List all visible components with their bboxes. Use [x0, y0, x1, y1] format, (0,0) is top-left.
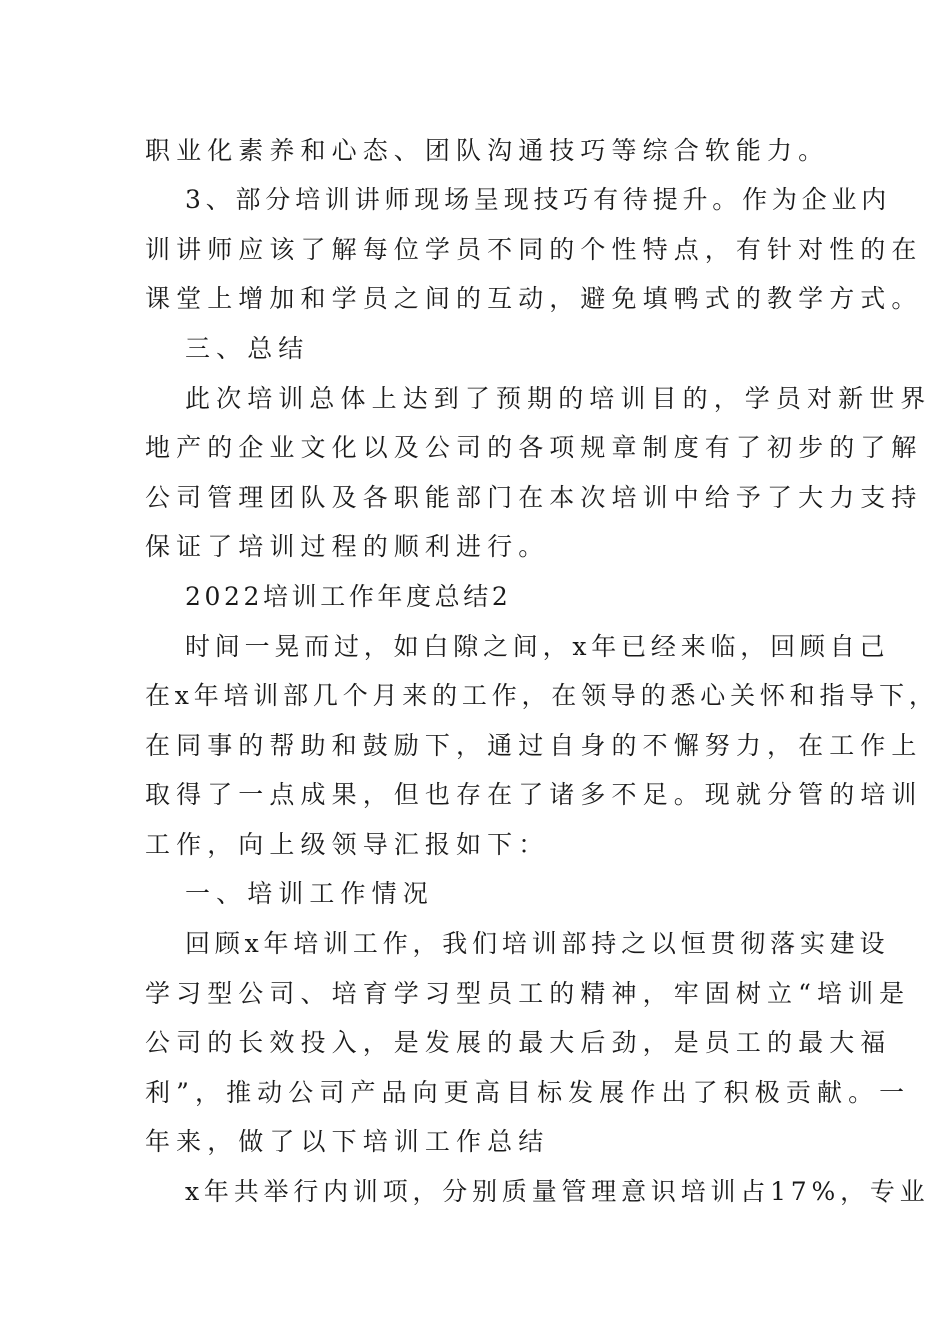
section-heading: 一、培训工作情况	[185, 879, 434, 908]
text-line: 训讲师应该了解每位学员不同的个性特点，有针对性的在	[145, 235, 923, 264]
text-line: 公司管理团队及各职能部门在本次培训中给予了大力支持	[145, 483, 923, 512]
text-line: 课堂上增加和学员之间的互动，避免填鸭式的教学方式。	[145, 284, 923, 313]
text-line: 学习型公司、培育学习型员工的精神，牢固树立“培训是	[145, 979, 911, 1008]
text-line: 地产的企业文化以及公司的各项规章制度有了初步的了解	[145, 433, 923, 462]
text-line: 在x年培训部几个月来的工作，在领导的悉心关怀和指导下，	[145, 681, 939, 710]
text-line: 在同事的帮助和鼓励下，通过自身的不懈努力，在工作上	[145, 731, 923, 760]
text-line: 取得了一点成果，但也存在了诸多不足。现就分管的培训	[145, 780, 923, 809]
text-line: 回顾x年培训工作，我们培训部持之以恒贯彻落实建设	[185, 929, 890, 958]
text-line: 年来，做了以下培训工作总结	[145, 1127, 550, 1156]
text-line: 时间一晃而过，如白隙之间，x年已经来临，回顾自己	[185, 632, 890, 661]
text-line: 利”，推动公司产品向更高目标发展作出了积极贡献。一	[145, 1078, 911, 1107]
text-line: x年共举行内训项，分别质量管理意识培训占17%，专业	[185, 1177, 930, 1206]
text-line: 工作，向上级领导汇报如下：	[145, 830, 550, 859]
text-line: 职业化素养和心态、团队沟通技巧等综合软能力。	[145, 136, 830, 165]
text-line: 保证了培训过程的顺利进行。	[145, 532, 550, 561]
text-line: 3、部分培训讲师现场呈现技巧有待提升。作为企业内	[185, 185, 892, 214]
text-line: 此次培训总体上达到了预期的培训目的，学员对新世界	[185, 384, 932, 413]
section-heading: 三、总结	[185, 334, 310, 363]
section-heading: 2022培训工作年度总结2	[185, 582, 512, 611]
text-line: 公司的长效投入，是发展的最大后劲，是员工的最大福	[145, 1028, 892, 1057]
